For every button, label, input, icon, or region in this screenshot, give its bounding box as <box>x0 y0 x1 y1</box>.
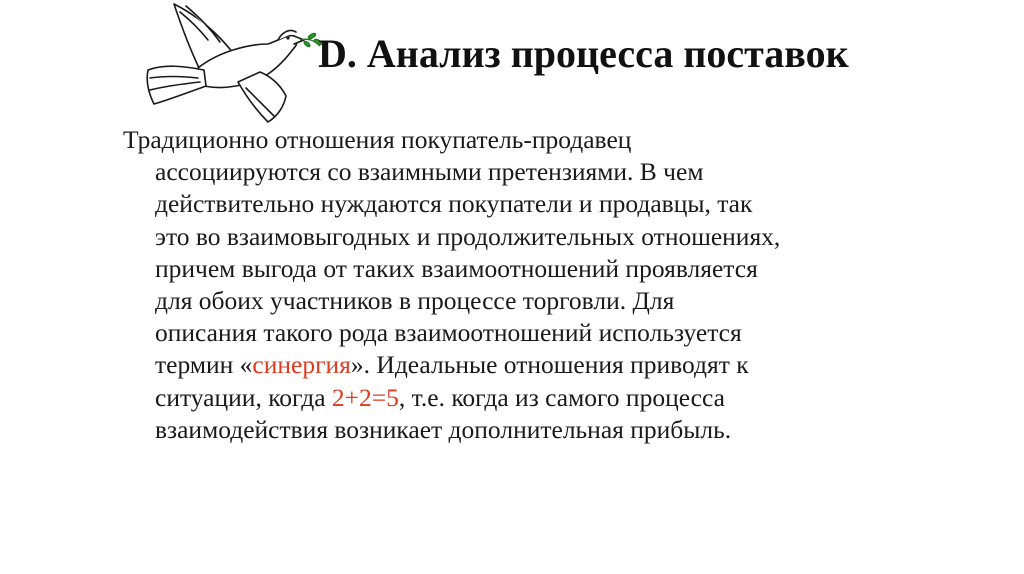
paragraph-line: действительно нуждаются покупатели и продавцы, так <box>155 189 753 219</box>
dove-with-olive-branch-icon <box>128 0 328 130</box>
highlight-term-synergy: синергия <box>252 350 351 380</box>
paragraph-line: это во взаимовыгодных и продолжительных отношениях, <box>155 221 781 251</box>
paragraph-text: ». Идеальные отношения приводят к <box>350 350 749 380</box>
paragraph-line <box>155 382 915 414</box>
paragraph-text: , т.е. когда из самого процесса <box>398 382 725 412</box>
paragraph-line: для обоих участников в процессе торговли. Для <box>155 286 675 316</box>
paragraph-text: термин « <box>155 350 253 380</box>
paragraph-line <box>155 349 915 381</box>
paragraph-line: ассоциируются со взаимными претензиями. В чем <box>155 157 704 187</box>
body-paragraph <box>123 124 915 446</box>
highlight-formula: 2+2=5 <box>331 382 399 412</box>
paragraph-text: ситуации, когда <box>155 382 332 412</box>
paragraph-line: описания такого рода взаимоотношений используется <box>155 318 742 348</box>
slide-title: D. Анализ процесса поставок <box>318 31 849 76</box>
paragraph-line: Традиционно отношения покупатель-продавец <box>123 125 632 154</box>
paragraph-line: взаимодействия возникает дополнительная прибыль. <box>155 414 732 444</box>
paragraph-line: причем выгода от таких взаимоотношений проявляется <box>155 253 758 283</box>
